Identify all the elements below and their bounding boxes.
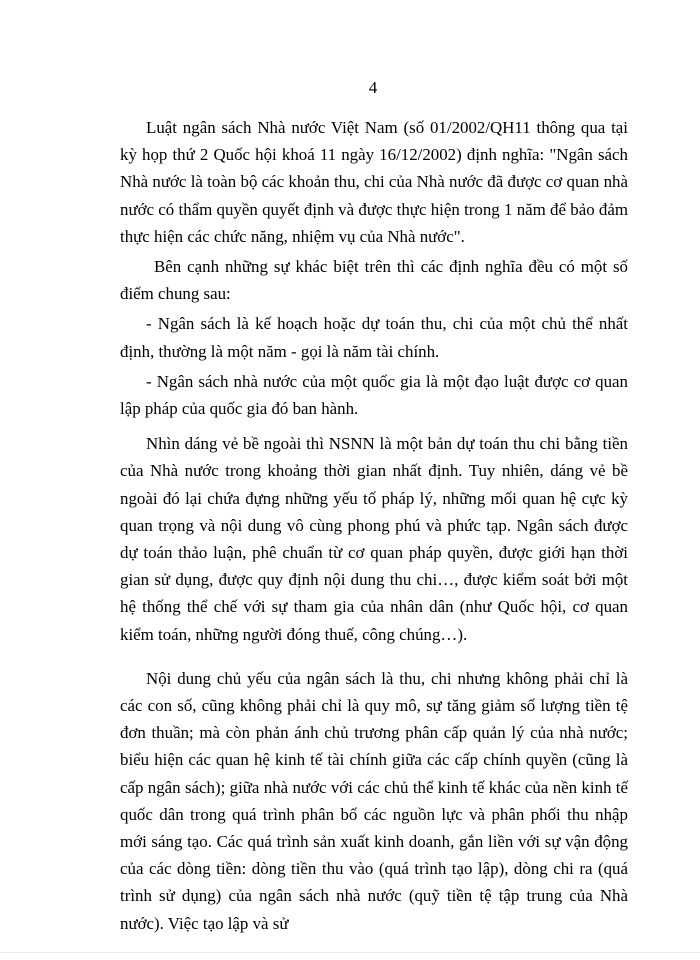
- paragraph-law-definition: Luật ngân sách Nhà nước Việt Nam (số 01/2002/QH11 thông qua tại kỳ họp thứ 2 Quốc hội khoá 11 ngày 16/12/2002) định nghĩa: "Ngân sách Nhà nước là toàn bộ các khoản thu, chi của Nhà nước đã được cơ quan nhà nước có thẩm quyền quyết định và được thực hiện trong 1 năm để bảo đảm thực hiện các chức năng, nhiệm vụ của Nhà nước".: [120, 118, 628, 246]
- paragraph-appearance: Nhìn dáng vẻ bề ngoài thì NSNN là một bản dự toán thu chi bằng tiền của Nhà nước trong khoảng thời gian nhất định. Tuy nhiên, dáng vẻ bề ngoài đó lại chứa đựng những yếu tố pháp lý, những mối quan hệ cực kỳ quan trọng và nội dung vô cùng phong phú và phức tạp. Ngân sách được dự toán thảo luận, phê chuẩn từ cơ quan pháp quyền, được giới hạn thời gian sử dụng, được quy định nội dung thu chi…, được kiểm soát bởi một hệ thống thể chế với sự tham gia của nhân dân (như Quốc hội, cơ quan kiểm toán, những người đóng thuế, công chúng…).: [120, 434, 628, 644]
- page-bottom-edge: [0, 952, 700, 953]
- page-number: 4: [368, 78, 378, 97]
- document-body: [120, 114, 628, 937]
- paragraph-main-content: Nội dung chủ yếu của ngân sách là thu, chi nhưng không phải chỉ là các con số, cũng không phải chỉ là quy mô, sự tăng giảm số lượng tiền tệ đơn thuần; mà còn phản ánh chủ trương phân cấp quản lý của nhà nước; biểu hiện các quan hệ kinh tế tài chính giữa các cấp chính quyền (cũng là cấp ngân sách); giữa nhà nước với các chủ thể kinh tế khác của nền kinh tế quốc dân trong quá trình phân bố các nguồn lực và phân phối thu nhập mới sáng tạo. Các quá trình sản xuất kinh doanh, gắn liền với sự vận động của các dòng tiền: dòng tiền thu vào (quá trình tạo lập), dòng chi ra (quá trình sử dụng) của ngân sách nhà nước (quỹ tiền tệ tập trung của Nhà nước). Việc tạo lập và sử: [120, 668, 628, 933]
- paragraph-common-points: Bên cạnh những sự khác biệt trên thì các định nghĩa đều có một số điểm chung sau:: [120, 257, 628, 304]
- bullet-budget-plan: - Ngân sách là kế hoạch hoặc dự toán thu, chi của một chủ thể nhất định, thường là một năm - gọi là năm tài chính.: [120, 314, 628, 361]
- bullet-budget-law: - Ngân sách nhà nước của một quốc gia là một đạo luật được cơ quan lập pháp của quốc gia đó ban hành.: [120, 371, 628, 419]
